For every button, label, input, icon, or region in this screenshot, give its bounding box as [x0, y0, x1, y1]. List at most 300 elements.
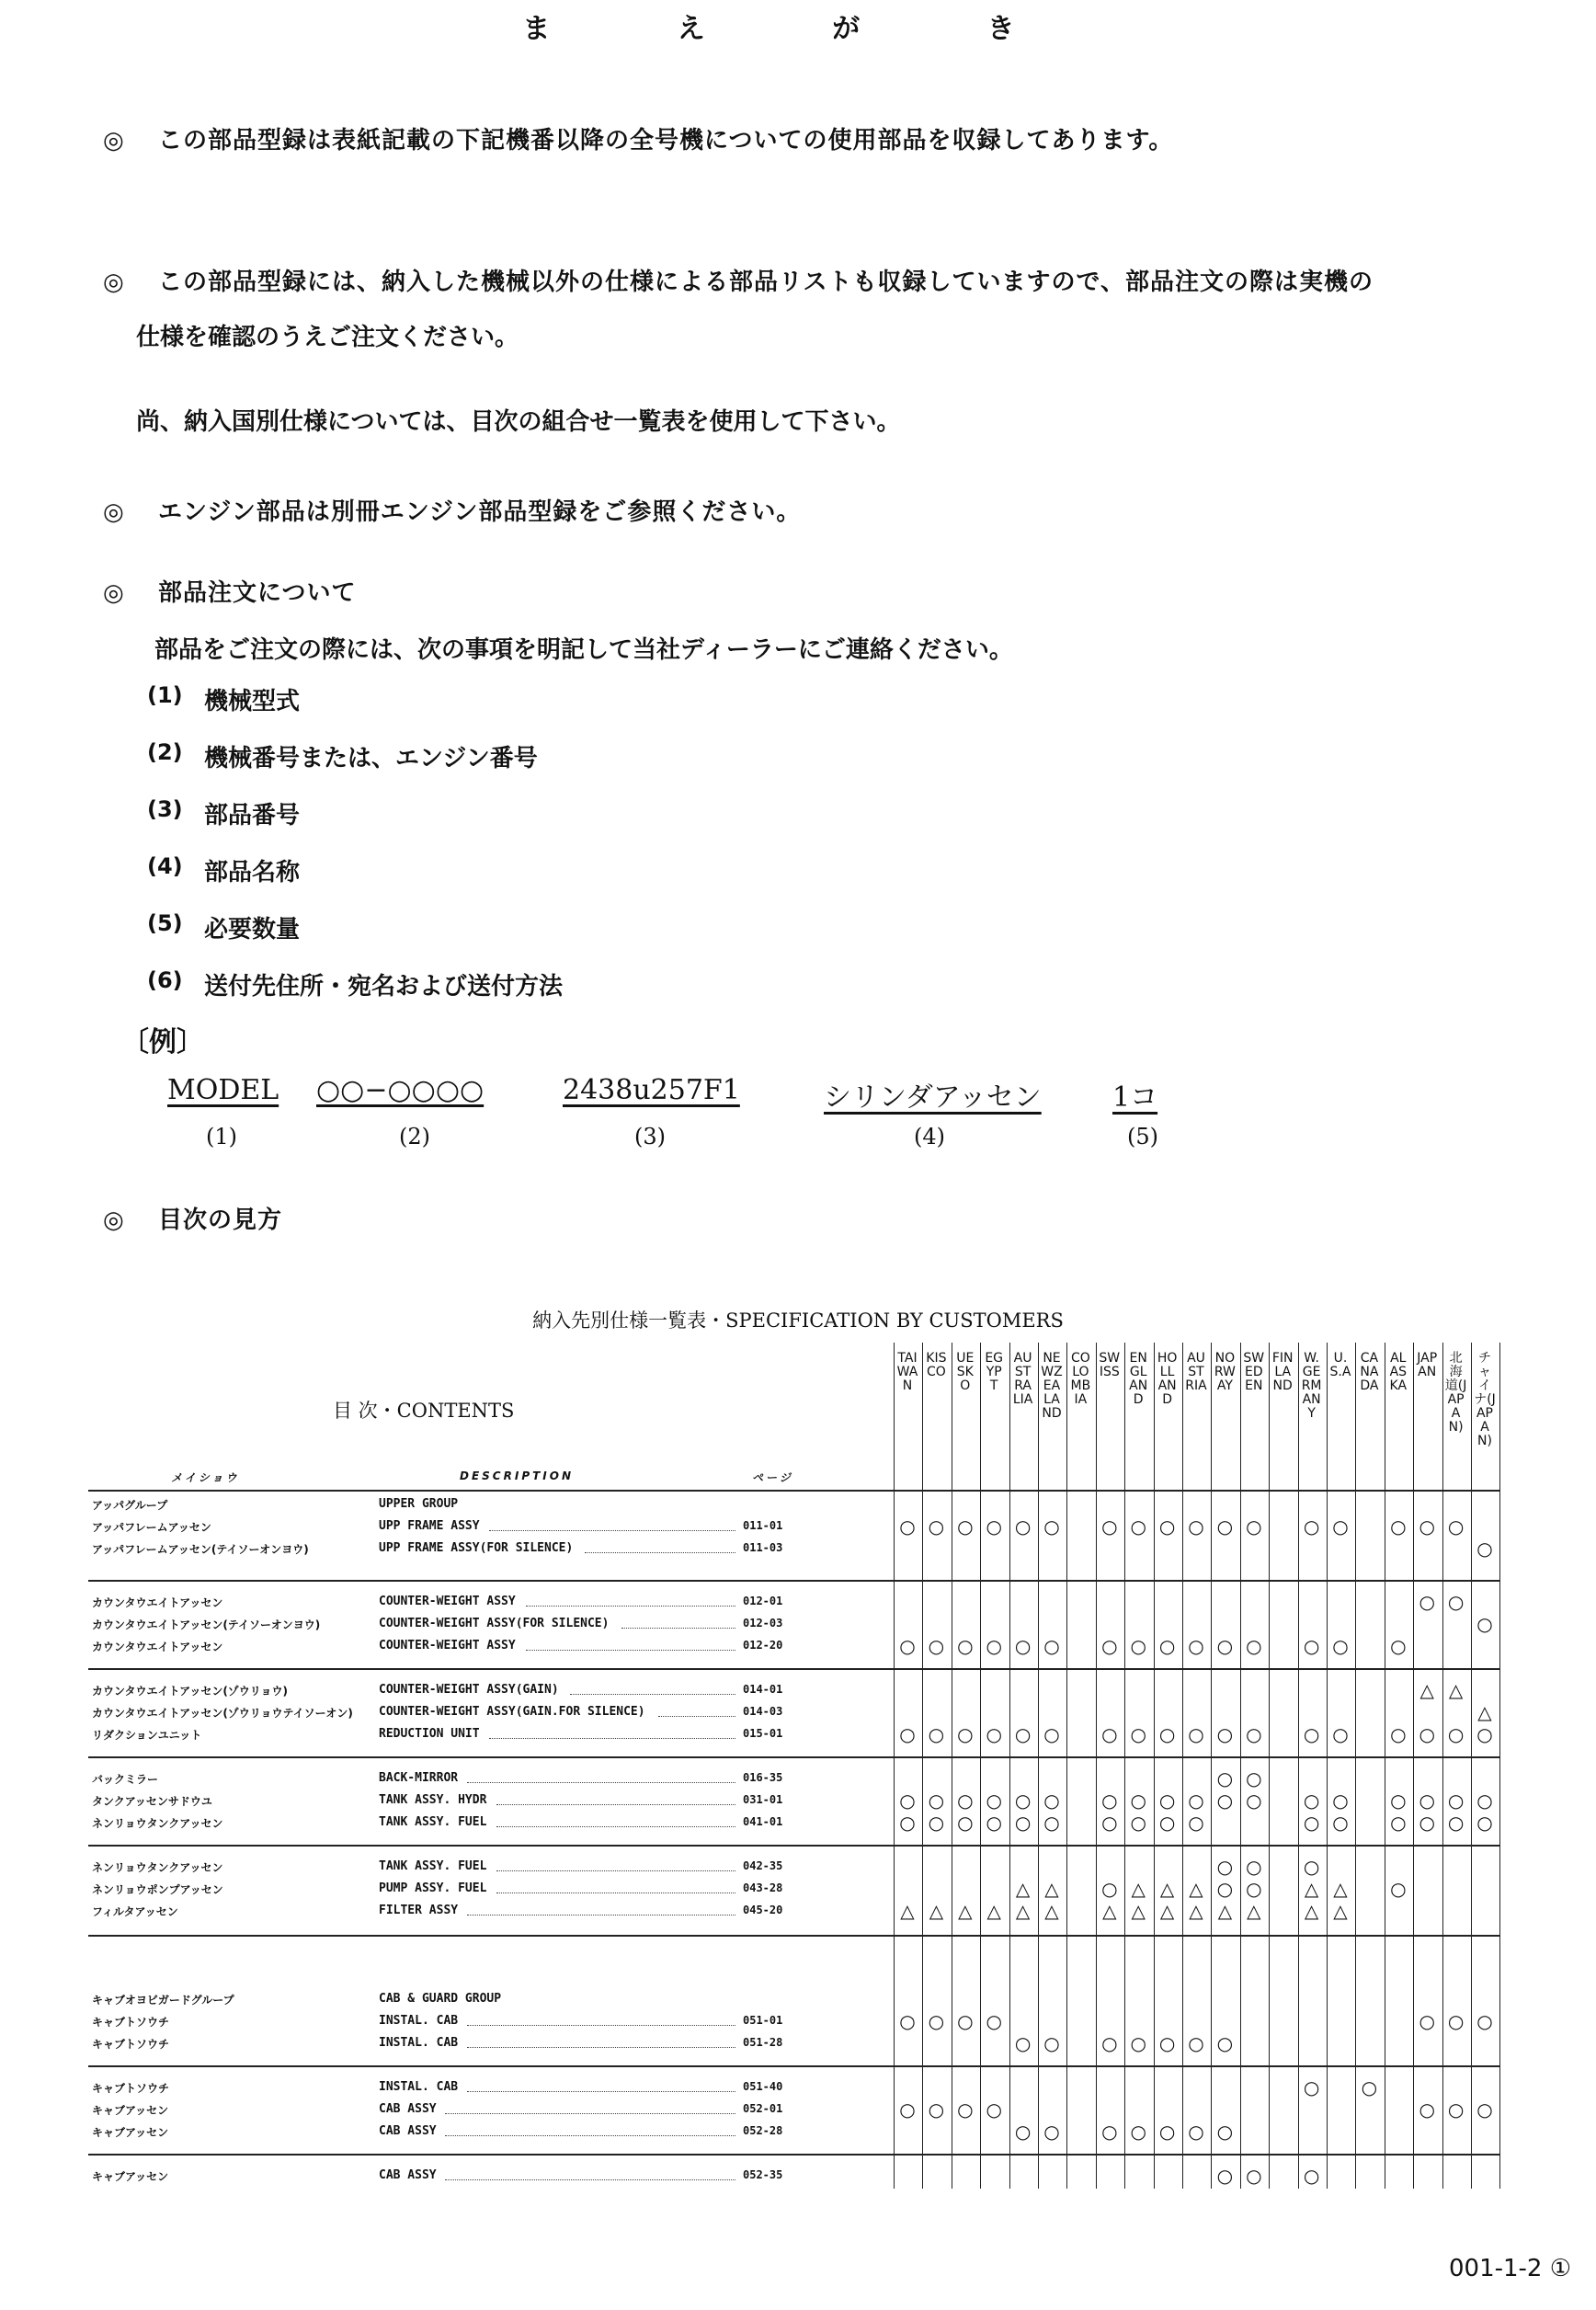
row-kana-name: ネンリョウタンクアッセン [92, 1817, 223, 1830]
paragraph-1-text: この部品型録は表紙記載の下記機番以降の全号機についての使用部品を収録してあります。 [158, 127, 1174, 154]
example-num-4: (4) [914, 1124, 945, 1149]
table-column-line [1499, 1343, 1500, 2189]
row-kana-name: アッパフレームアッセン [92, 1521, 211, 1534]
order-item-text: 部品番号 [204, 802, 301, 829]
circle-mark-icon: ○ [1101, 1790, 1118, 1812]
table-column-line [1038, 1343, 1039, 2189]
paragraph-4-text: エンジン部品は別冊エンジン部品型録をご参照ください。 [158, 498, 802, 526]
row-description: INSTAL. CAB [379, 2036, 459, 2050]
circle-mark-icon: ○ [957, 2010, 974, 2032]
row-leader-dots [467, 1782, 735, 1783]
circle-mark-icon: ○ [1361, 2076, 1378, 2098]
country-header: NEWZEALAND [1041, 1351, 1063, 1421]
circle-mark-icon: ○ [1303, 1635, 1320, 1657]
circle-mark-icon: ○ [1246, 1790, 1262, 1812]
row-kana-name: キャブトソウチ [92, 2038, 170, 2051]
circle-mark-icon: ○ [1447, 1723, 1465, 1745]
circle-mark-icon: ○ [1419, 2098, 1435, 2121]
circle-mark-icon: ○ [1246, 1635, 1262, 1657]
circle-mark-icon: ○ [1130, 1635, 1146, 1657]
circle-mark-icon: ○ [1101, 1812, 1118, 1834]
circle-mark-icon: ○ [957, 1723, 974, 1745]
example-quantity: 1コ [1112, 1081, 1158, 1114]
circle-mark-icon: ○ [1043, 2032, 1060, 2054]
country-header: SWEDEN [1243, 1351, 1265, 1393]
table-column-line [1124, 1343, 1125, 2189]
table-column-line [1298, 1343, 1299, 2189]
circle-mark-icon: ○ [928, 1515, 945, 1538]
circle-mark-icon: ○ [1303, 1856, 1320, 1878]
table-row-line [88, 1580, 1499, 1582]
circle-mark-icon: ○ [1130, 1790, 1146, 1812]
table-column-line [1355, 1343, 1356, 2189]
triangle-mark-icon: △ [958, 1900, 973, 1922]
row-description: COUNTER-WEIGHT ASSY(GAIN) [379, 1683, 559, 1697]
order-item-number: (5) [147, 910, 183, 936]
circle-mark-icon: ○ [1043, 1812, 1060, 1834]
circle-mark-icon: ○ [928, 1790, 945, 1812]
row-description: PUMP ASSY. FUEL [379, 1881, 487, 1895]
country-header: AUSTRIA [1185, 1351, 1207, 1393]
circle-mark-icon: ○ [1303, 2165, 1320, 2187]
paragraph-4 [103, 493, 801, 527]
row-leader-dots [621, 1628, 735, 1629]
table-column-line [980, 1343, 981, 2189]
country-header: EGYPT [985, 1351, 1004, 1393]
circle-mark-icon: ○ [1476, 1790, 1493, 1812]
row-leader-dots [570, 1694, 735, 1695]
circle-mark-icon: ○ [1419, 1723, 1435, 1745]
circle-mark-icon: ○ [1332, 1723, 1349, 1745]
row-leader-dots [496, 1870, 735, 1871]
row-page: 012-03 [743, 1617, 783, 1630]
row-kana-name: リダクションユニット [92, 1729, 202, 1742]
table-row-line [88, 1845, 1499, 1847]
circle-mark-icon: ○ [1390, 1723, 1407, 1745]
table-column-line [1471, 1343, 1472, 2189]
row-leader-dots [526, 1650, 735, 1651]
circle-mark-icon: ○ [1014, 1515, 1032, 1538]
row-page: 052-01 [743, 2102, 783, 2115]
column-header-kana: メイショウ [171, 1471, 240, 1484]
table-column-line [1154, 1343, 1155, 2189]
triangle-mark-icon: △ [1102, 1900, 1117, 1922]
row-description: TANK ASSY. FUEL [379, 1859, 487, 1873]
row-leader-dots [585, 1552, 735, 1553]
country-header: UESKO [956, 1351, 975, 1393]
row-description: CAB & GUARD GROUP [379, 1992, 502, 2006]
paragraph-2 [103, 263, 1374, 297]
circle-mark-icon: ○ [899, 2010, 916, 2032]
example-num-5: (5) [1127, 1124, 1158, 1149]
row-description: INSTAL. CAB [379, 2014, 459, 2028]
circle-mark-icon: ○ [957, 1812, 974, 1834]
table-column-line [1182, 1343, 1183, 2189]
country-header: CANADA [1360, 1351, 1379, 1393]
triangle-mark-icon: △ [986, 1900, 1001, 1922]
triangle-mark-icon: △ [1159, 1900, 1175, 1922]
row-leader-dots [445, 2179, 735, 2180]
circle-mark-icon: ○ [1216, 1790, 1234, 1812]
row-description: UPP FRAME ASSY(FOR SILENCE) [379, 1541, 574, 1555]
row-kana-name: アッパフレームアッセン(テイソーオンヨウ) [92, 1543, 309, 1556]
paragraph-1 [103, 121, 1173, 155]
row-leader-dots [496, 1804, 735, 1805]
circle-mark-icon: ○ [1101, 1723, 1118, 1745]
country-header: チャイナ(JAPAN) [1474, 1351, 1496, 1448]
circle-mark-icon: ○ [1303, 1515, 1320, 1538]
example-part-number: 2438u257F1 [563, 1074, 740, 1106]
circle-mark-icon: ○ [1043, 1723, 1060, 1745]
row-description: UPPER GROUP [379, 1497, 459, 1511]
circle-mark-icon: ○ [1014, 2032, 1032, 2054]
circle-mark-icon: ○ [899, 1812, 916, 1834]
row-description: TANK ASSY. FUEL [379, 1815, 487, 1829]
circle-mark-icon: ○ [986, 1635, 1002, 1657]
circle-mark-icon: ○ [1188, 1812, 1204, 1834]
table-row-line [88, 2154, 1499, 2156]
row-description: COUNTER-WEIGHT ASSY [379, 1639, 516, 1652]
circle-mark-icon: ○ [1130, 2121, 1146, 2143]
circle-mark-icon: ○ [1216, 1723, 1234, 1745]
order-item-text: 送付先住所・宛名および送付方法 [204, 973, 564, 1001]
table-column-line [1413, 1343, 1414, 2189]
circle-mark-icon: ○ [1390, 1878, 1407, 1900]
column-header-page: ページ [752, 1471, 793, 1484]
row-kana-name: ネンリョウポンプアッセン [92, 1883, 223, 1896]
table-column-line [922, 1343, 923, 2189]
table-column-line [1327, 1343, 1328, 2189]
row-description: CAB ASSY [379, 2168, 437, 2182]
circle-mark-icon: ○ [1216, 2032, 1234, 2054]
circle-mark-icon: ○ [1043, 1635, 1060, 1657]
circle-mark-icon: ○ [1447, 2098, 1465, 2121]
country-header: TAIWAN [896, 1351, 918, 1393]
row-page: 043-28 [743, 1881, 783, 1894]
example-machine-number: ○○−○○○○ [316, 1074, 484, 1106]
circle-mark-icon: ○ [1303, 1723, 1320, 1745]
circle-mark-icon: ○ [957, 2098, 974, 2121]
circle-mark-icon: ○ [899, 1635, 916, 1657]
country-header: COLOMBIA [1070, 1351, 1091, 1407]
circle-mark-icon: ○ [986, 1515, 1002, 1538]
contents-title: 目 次・CONTENTS [333, 1400, 515, 1422]
paragraph-2-text: この部品型録には、納入した機械以外の仕様による部品リストも収録していますので、部品注文の際は実機の [158, 269, 1374, 296]
circle-mark-icon: ○ [1419, 1812, 1435, 1834]
triangle-mark-icon: △ [1131, 1900, 1146, 1922]
circle-mark-icon: ○ [986, 1790, 1002, 1812]
circle-mark-icon: ○ [1390, 1635, 1407, 1657]
row-description: TANK ASSY. HYDR [379, 1793, 487, 1807]
circle-mark-icon: ○ [1188, 1515, 1204, 1538]
row-kana-name: フィルタアッセン [92, 1905, 178, 1918]
bullet-icon: ◎ [103, 127, 125, 154]
order-item-text: 部品名称 [204, 859, 301, 886]
circle-mark-icon: ○ [1476, 1812, 1493, 1834]
triangle-mark-icon: △ [929, 1900, 944, 1922]
table-column-line [1066, 1343, 1067, 2189]
triangle-mark-icon: △ [1247, 1900, 1261, 1922]
bullet-icon: ◎ [103, 579, 125, 607]
row-kana-name: カウンタウエイトアッセン(ゾウリョウ) [92, 1685, 288, 1698]
circle-mark-icon: ○ [986, 2010, 1002, 2032]
bullet-icon: ◎ [103, 269, 125, 296]
circle-mark-icon: ○ [1158, 1515, 1176, 1538]
circle-mark-icon: ○ [928, 2010, 945, 2032]
country-header: SWISS [1099, 1351, 1121, 1379]
bullet-icon: ◎ [103, 498, 125, 526]
triangle-mark-icon: △ [1419, 1679, 1434, 1701]
triangle-mark-icon: △ [1448, 1679, 1464, 1701]
row-description: COUNTER-WEIGHT ASSY(FOR SILENCE) [379, 1617, 610, 1630]
row-kana-name: バックミラー [92, 1773, 159, 1786]
row-leader-dots [445, 2113, 735, 2114]
circle-mark-icon: ○ [1216, 2121, 1234, 2143]
order-item-text: 必要数量 [204, 916, 301, 943]
circle-mark-icon: ○ [1130, 1723, 1146, 1745]
order-item-number: (2) [147, 739, 183, 765]
table-row-line [88, 1935, 1499, 1937]
circle-mark-icon: ○ [1246, 1878, 1262, 1900]
example-label: 〔例〕 [121, 1026, 204, 1058]
example-part-name: シリンダアッセン [824, 1081, 1042, 1114]
paragraph-6 [103, 1201, 282, 1235]
row-description: CAB ASSY [379, 2124, 437, 2138]
triangle-mark-icon: △ [1333, 1878, 1348, 1900]
row-description: FILTER ASSY [379, 1904, 459, 1917]
circle-mark-icon: ○ [1158, 1812, 1176, 1834]
paragraph-6-text: 目次の見方 [158, 1206, 283, 1234]
column-header-description: DESCRIPTION [460, 1469, 575, 1482]
row-page: 051-28 [743, 2036, 783, 2049]
circle-mark-icon: ○ [1014, 1635, 1032, 1657]
circle-mark-icon: ○ [1303, 2076, 1320, 2098]
paragraph-5-text: 部品注文について [158, 579, 357, 607]
circle-mark-icon: ○ [1476, 2098, 1493, 2121]
circle-mark-icon: ○ [986, 1812, 1002, 1834]
table-column-line [1009, 1343, 1010, 2189]
circle-mark-icon: ○ [899, 1723, 916, 1745]
circle-mark-icon: ○ [1419, 1790, 1435, 1812]
circle-mark-icon: ○ [1419, 1515, 1435, 1538]
table-row-line [88, 1490, 1499, 1492]
circle-mark-icon: ○ [1246, 2165, 1262, 2187]
row-leader-dots [496, 1826, 735, 1827]
country-header: HOLLAND [1157, 1351, 1178, 1407]
circle-mark-icon: ○ [1419, 1591, 1435, 1613]
example-num-3: (3) [634, 1124, 666, 1149]
paragraph-3: 尚、納入国別仕様については、目次の組合せ一覧表を使用して下さい。 [136, 408, 901, 436]
row-kana-name: キャブアッセン [92, 2170, 169, 2183]
row-description: REDUCTION UNIT [379, 1727, 480, 1741]
row-leader-dots [467, 2047, 735, 2048]
circle-mark-icon: ○ [1014, 2121, 1032, 2143]
row-leader-dots [445, 2135, 735, 2136]
circle-mark-icon: ○ [1043, 1790, 1060, 1812]
row-page: 011-01 [743, 1519, 783, 1532]
row-page: 041-01 [743, 1815, 783, 1828]
circle-mark-icon: ○ [1332, 1515, 1349, 1538]
page-number: 001-1-2 ① [1449, 2255, 1572, 2282]
row-kana-name: キャブトソウチ [92, 2016, 170, 2029]
row-kana-name: キャブアッセン [92, 2126, 169, 2139]
row-kana-name: カウンタウエイトアッセン(テイソーオンヨウ) [92, 1618, 321, 1631]
triangle-mark-icon: △ [1131, 1878, 1146, 1900]
circle-mark-icon: ○ [1043, 2121, 1060, 2143]
circle-mark-icon: ○ [1101, 2032, 1118, 2054]
row-page: 011-03 [743, 1541, 783, 1554]
triangle-mark-icon: △ [1333, 1900, 1348, 1922]
table-column-line [1269, 1343, 1270, 2189]
table-column-line [1211, 1343, 1212, 2189]
circle-mark-icon: ○ [1447, 1812, 1465, 1834]
circle-mark-icon: ○ [1476, 1613, 1493, 1635]
spec-table-title: 納入先別仕様一覧表・SPECIFICATION BY CUSTOMERS [532, 1309, 1064, 1332]
circle-mark-icon: ○ [1246, 1856, 1262, 1878]
country-header: ENGLAND [1129, 1351, 1148, 1407]
country-header: AUSTRALIA [1012, 1351, 1033, 1407]
circle-mark-icon: ○ [1419, 2010, 1435, 2032]
row-page: 045-20 [743, 1904, 783, 1916]
circle-mark-icon: ○ [957, 1635, 974, 1657]
row-kana-name: キャブアッセン [92, 2104, 169, 2117]
circle-mark-icon: ○ [1246, 1515, 1262, 1538]
paragraph-5-detail: 部品をご注文の際には、次の事項を明記して当社ディーラーにご連絡ください。 [154, 636, 1013, 664]
triangle-mark-icon: △ [1044, 1878, 1059, 1900]
circle-mark-icon: ○ [1101, 1635, 1118, 1657]
row-leader-dots [658, 1716, 735, 1717]
country-header: ALASKA [1389, 1351, 1408, 1393]
row-kana-name: タンクアッセンサドウユ [92, 1795, 212, 1808]
row-page: 014-01 [743, 1683, 783, 1696]
order-item-number: (4) [147, 853, 183, 879]
row-description: BACK-MIRROR [379, 1771, 459, 1785]
table-row-line [88, 2065, 1499, 2067]
example-num-1: (1) [206, 1124, 237, 1149]
country-header: W.GERMANY [1301, 1351, 1322, 1421]
row-kana-name: キャブオヨビガードグループ [92, 1994, 234, 2007]
circle-mark-icon: ○ [1158, 1723, 1176, 1745]
table-column-line [1240, 1343, 1241, 2189]
row-page: 042-35 [743, 1859, 783, 1872]
circle-mark-icon: ○ [1447, 1591, 1465, 1613]
circle-mark-icon: ○ [1216, 1878, 1234, 1900]
circle-mark-icon: ○ [1130, 1812, 1146, 1834]
triangle-mark-icon: △ [1477, 1701, 1492, 1723]
order-item-text: 機械型式 [204, 688, 301, 715]
circle-mark-icon: ○ [1101, 2121, 1118, 2143]
circle-mark-icon: ○ [899, 2098, 916, 2121]
circle-mark-icon: ○ [899, 1790, 916, 1812]
circle-mark-icon: ○ [1390, 1812, 1407, 1834]
row-page: 015-01 [743, 1727, 783, 1740]
circle-mark-icon: ○ [1158, 2121, 1176, 2143]
circle-mark-icon: ○ [1246, 1723, 1262, 1745]
circle-mark-icon: ○ [1216, 1767, 1234, 1790]
country-header: FINLAND [1271, 1351, 1294, 1393]
table-column-line [1442, 1343, 1443, 2189]
circle-mark-icon: ○ [1332, 1790, 1349, 1812]
circle-mark-icon: ○ [1476, 1723, 1493, 1745]
circle-mark-icon: ○ [928, 1723, 945, 1745]
example-model: MODEL [167, 1074, 279, 1106]
circle-mark-icon: ○ [1101, 1515, 1118, 1538]
circle-mark-icon: ○ [1476, 2010, 1493, 2032]
circle-mark-icon: ○ [1303, 1790, 1320, 1812]
circle-mark-icon: ○ [1447, 2010, 1465, 2032]
row-kana-name: カウンタウエイトアッセン [92, 1596, 223, 1609]
circle-mark-icon: ○ [1216, 1856, 1234, 1878]
row-page: 031-01 [743, 1793, 783, 1806]
circle-mark-icon: ○ [928, 1635, 945, 1657]
paragraph-5 [103, 574, 356, 608]
triangle-mark-icon: △ [1015, 1878, 1031, 1900]
circle-mark-icon: ○ [1014, 1723, 1032, 1745]
row-page: 051-01 [743, 2014, 783, 2027]
country-header: 北海道(JAPAN) [1444, 1351, 1467, 1435]
triangle-mark-icon: △ [1015, 1900, 1031, 1922]
table-column-line [1096, 1343, 1097, 2189]
row-kana-name: カウンタウエイトアッセン [92, 1641, 223, 1653]
circle-mark-icon: ○ [1216, 1635, 1234, 1657]
row-page: 051-40 [743, 2080, 783, 2093]
row-description: CAB ASSY [379, 2102, 437, 2116]
paragraph-2-continued: 仕様を確認のうえご注文ください。 [136, 324, 519, 351]
circle-mark-icon: ○ [1014, 1812, 1032, 1834]
circle-mark-icon: ○ [1390, 1790, 1407, 1812]
circle-mark-icon: ○ [1188, 2032, 1204, 2054]
triangle-mark-icon: △ [1304, 1900, 1319, 1922]
circle-mark-icon: ○ [1130, 2032, 1146, 2054]
country-header: NORWAY [1214, 1351, 1236, 1393]
circle-mark-icon: ○ [1390, 1515, 1407, 1538]
triangle-mark-icon: △ [1217, 1900, 1233, 1922]
country-header: KISCO [926, 1351, 947, 1379]
order-item-number: (6) [147, 967, 183, 993]
circle-mark-icon: ○ [1043, 1515, 1060, 1538]
circle-mark-icon: ○ [1130, 1515, 1146, 1538]
circle-mark-icon: ○ [1476, 1538, 1493, 1560]
bullet-icon: ◎ [103, 1206, 125, 1234]
row-kana-name: ネンリョウタンクアッセン [92, 1861, 223, 1874]
row-page: 052-28 [743, 2124, 783, 2137]
circle-mark-icon: ○ [1188, 2121, 1204, 2143]
table-row-line [88, 1668, 1499, 1670]
row-kana-name: キャブトソウチ [92, 2082, 170, 2095]
circle-mark-icon: ○ [1158, 1790, 1176, 1812]
row-leader-dots [489, 1530, 735, 1531]
row-page: 052-35 [743, 2168, 783, 2181]
circle-mark-icon: ○ [1332, 1635, 1349, 1657]
row-kana-name: カウンタウエイトアッセン(ゾウリョウテイソーオン) [92, 1707, 353, 1720]
row-description: COUNTER-WEIGHT ASSY [379, 1595, 516, 1608]
circle-mark-icon: ○ [1188, 1723, 1204, 1745]
order-item-number: (1) [147, 682, 183, 708]
table-column-line [894, 1343, 895, 2189]
circle-mark-icon: ○ [928, 2098, 945, 2121]
circle-mark-icon: ○ [957, 1515, 974, 1538]
page-title: ま え が き [522, 13, 1074, 45]
triangle-mark-icon: △ [1189, 1878, 1203, 1900]
row-description: UPP FRAME ASSY [379, 1519, 480, 1533]
circle-mark-icon: ○ [957, 1790, 974, 1812]
country-header: JAPAN [1417, 1351, 1438, 1379]
circle-mark-icon: ○ [1188, 1790, 1204, 1812]
circle-mark-icon: ○ [1014, 1790, 1032, 1812]
row-description: INSTAL. CAB [379, 2080, 459, 2094]
circle-mark-icon: ○ [986, 2098, 1002, 2121]
circle-mark-icon: ○ [1158, 2032, 1176, 2054]
